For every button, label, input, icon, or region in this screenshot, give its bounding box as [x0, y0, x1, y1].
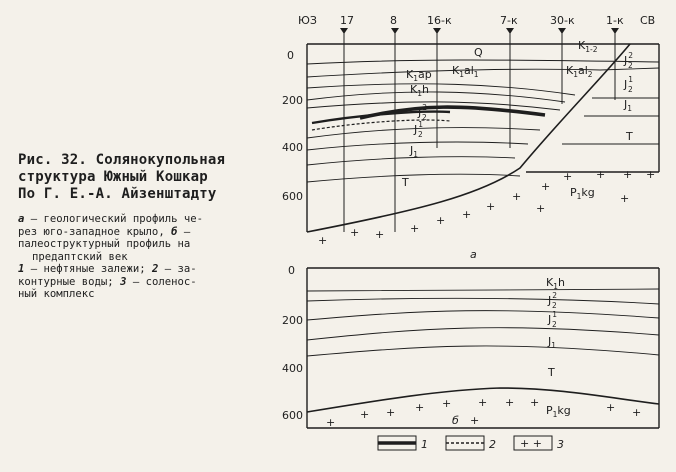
- svg-text:+: +: [375, 228, 385, 241]
- well-30k-label: 30-к: [550, 14, 575, 27]
- svg-text:+: +: [536, 202, 546, 215]
- svg-text:+: +: [646, 168, 656, 181]
- profile-b-horizon-j1: [307, 328, 659, 340]
- caption-l3-text2: — соленос-: [126, 275, 197, 288]
- svg-text:+: +: [360, 408, 370, 421]
- caption-title-line-2: структура Южный Кошкар: [18, 169, 208, 185]
- well-16k-label: 16-к: [427, 14, 452, 27]
- caption-a-letter: а: [18, 213, 25, 225]
- stratum-j21-right-label: $J^1$ 2: [624, 75, 634, 94]
- svg-text:+: +: [386, 406, 396, 419]
- caption-l4-text: ный комплекс: [18, 288, 95, 300]
- svg-text:+: +: [318, 234, 328, 247]
- stratum-j1-label: $J_1$: [410, 144, 419, 159]
- profile-a-oil-pool: [360, 107, 545, 118]
- stratum-j22-right-label: $J^2$ 2: [624, 51, 634, 70]
- profile-b-k1h-label: $K_1h$: [546, 276, 565, 291]
- caption-a-text: — геологический профиль че-: [30, 213, 203, 225]
- caption-l2-text: — за-: [158, 263, 197, 275]
- svg-text:+: +: [486, 200, 496, 213]
- well-7k-label: 7-к: [500, 14, 518, 27]
- svg-text:+: +: [350, 226, 360, 239]
- caption-a-line-1: рез юго-западное крыло,: [18, 225, 172, 238]
- profile-a-horizon-j21: [307, 142, 528, 150]
- svg-text:+: +: [410, 222, 420, 235]
- profile-a-letter: а: [470, 248, 477, 261]
- caption-a-line-2: палеоструктурный профиль на: [18, 238, 191, 250]
- svg-text:+: +: [442, 397, 452, 410]
- stratum-k1ap-label: $K_1ap$: [406, 68, 432, 83]
- stratum-k1h-label: $K_1h$: [410, 83, 429, 98]
- profile-a-horizon-k1al: [307, 92, 565, 102]
- profile-a-horizon-j1: [307, 157, 515, 165]
- well-8-label: 8: [390, 14, 397, 27]
- well-17-marker: [340, 28, 348, 34]
- svg-text:+: +: [512, 190, 522, 203]
- well-7k-marker: [506, 28, 514, 34]
- well-16k-marker: [433, 28, 441, 34]
- svg-text:+: +: [563, 170, 573, 183]
- caption-l2-num: 2: [151, 263, 159, 275]
- profile-a-depth-400: 400: [282, 141, 303, 154]
- legend-n2: 2: [489, 438, 496, 451]
- profile-a-horizon-q-base: [307, 60, 659, 64]
- profile-b-depth-400: 400: [282, 362, 303, 375]
- svg-text:+: +: [530, 396, 540, 409]
- svg-text:+: +: [505, 396, 515, 409]
- caption-b-letter: б: [171, 225, 178, 238]
- svg-text:+: +: [436, 214, 446, 227]
- stratum-t-left-label: T: [402, 176, 409, 189]
- caption-b-suffix: —: [177, 225, 191, 238]
- svg-text:+: +: [620, 192, 630, 205]
- well-1k-marker: [611, 28, 619, 34]
- svg-text:+: +: [632, 406, 642, 419]
- profile-b-depth-200: 200: [282, 314, 303, 327]
- profile-a-horizon-j22: [307, 128, 540, 138]
- caption-l1-text: — нефтяные залежи;: [24, 263, 152, 275]
- legend-n3: 3: [557, 438, 564, 451]
- stratum-q-label: Q: [474, 46, 483, 59]
- svg-text:+: +: [606, 401, 616, 414]
- well-17-label: 17: [340, 14, 354, 27]
- profile-b-j1-label: $J_1$: [548, 335, 557, 350]
- legend-salt-crosses: + +: [520, 437, 542, 450]
- caption-title-line-3: По Г. Е.-А. Айзенштадту: [18, 186, 217, 202]
- svg-text:+: +: [470, 414, 480, 427]
- stratum-t-right-label: T: [626, 130, 633, 143]
- stratum-j1-right-label: $J_1$: [624, 98, 633, 113]
- profile-a-horizon-k1ap-base: [307, 84, 575, 95]
- direction-ne-label: СВ: [640, 14, 656, 27]
- caption-a-line-3: предаптский век: [32, 250, 128, 263]
- caption-title-line-1: Рис. 32. Солянокупольная: [18, 152, 226, 168]
- stratum-k12-label: $K_{1-2}$: [578, 39, 598, 54]
- svg-text:+: +: [326, 416, 336, 429]
- well-8-marker: [391, 28, 399, 34]
- profile-a-depth-200: 200: [282, 94, 303, 107]
- caption-l3-num: 3: [120, 275, 127, 288]
- profile-a-oil-pool-west: [312, 112, 450, 123]
- direction-sw-label: ЮЗ: [298, 14, 317, 27]
- profile-a-depth-0: 0: [287, 49, 294, 62]
- well-head-markers: [340, 28, 619, 34]
- caption-l3-text: контурные воды;: [18, 275, 121, 288]
- stratum-j22-label: $J^2$ 2: [418, 103, 428, 122]
- svg-text:+: +: [596, 168, 606, 181]
- stratum-k1al1-label: $K_1al_1$: [452, 64, 479, 79]
- legend-n1: 1: [421, 438, 428, 451]
- profile-a: [307, 32, 659, 232]
- profile-b-depth-0: 0: [288, 264, 295, 277]
- well-1k-label: 1-к: [606, 14, 624, 27]
- svg-text:+: +: [478, 396, 488, 409]
- profile-b-letter: б: [452, 414, 459, 427]
- profile-b-horizon-j22: [307, 298, 659, 304]
- profile-b-p1kg-label: $P_1kg$: [546, 404, 571, 419]
- svg-text:+: +: [462, 208, 472, 221]
- profile-b-t-label: T: [548, 366, 555, 379]
- profile-a-salt-crosses: [318, 168, 655, 247]
- profile-b-depth-600: 600: [282, 409, 303, 422]
- svg-text:+: +: [541, 180, 551, 193]
- profile-b-horizon-t: [307, 346, 659, 356]
- profile-a-horizon-t-top: [307, 174, 520, 182]
- svg-text:+: +: [623, 168, 633, 181]
- well-30k-marker: [558, 28, 566, 34]
- stratum-j21-label: $J^1$ 2: [414, 120, 424, 139]
- svg-text:+: +: [415, 401, 425, 414]
- profile-a-depth-600: 600: [282, 190, 303, 203]
- profile-a-contour-waters: [312, 120, 450, 130]
- stratum-k1al2-label: $K_1al_2$: [566, 64, 593, 79]
- profile-b-horizon-k1h: [307, 289, 659, 291]
- legend: [378, 436, 564, 451]
- profile-b-horizon-j21: [307, 311, 659, 320]
- profile-b-j22-label: $J^2$ 2: [548, 291, 558, 310]
- caption-l1-num: 1: [18, 263, 25, 275]
- profile-b-j21-label: $J^1$ 2: [548, 310, 558, 329]
- stratum-p1kg-label: $P_1kg$: [570, 186, 595, 201]
